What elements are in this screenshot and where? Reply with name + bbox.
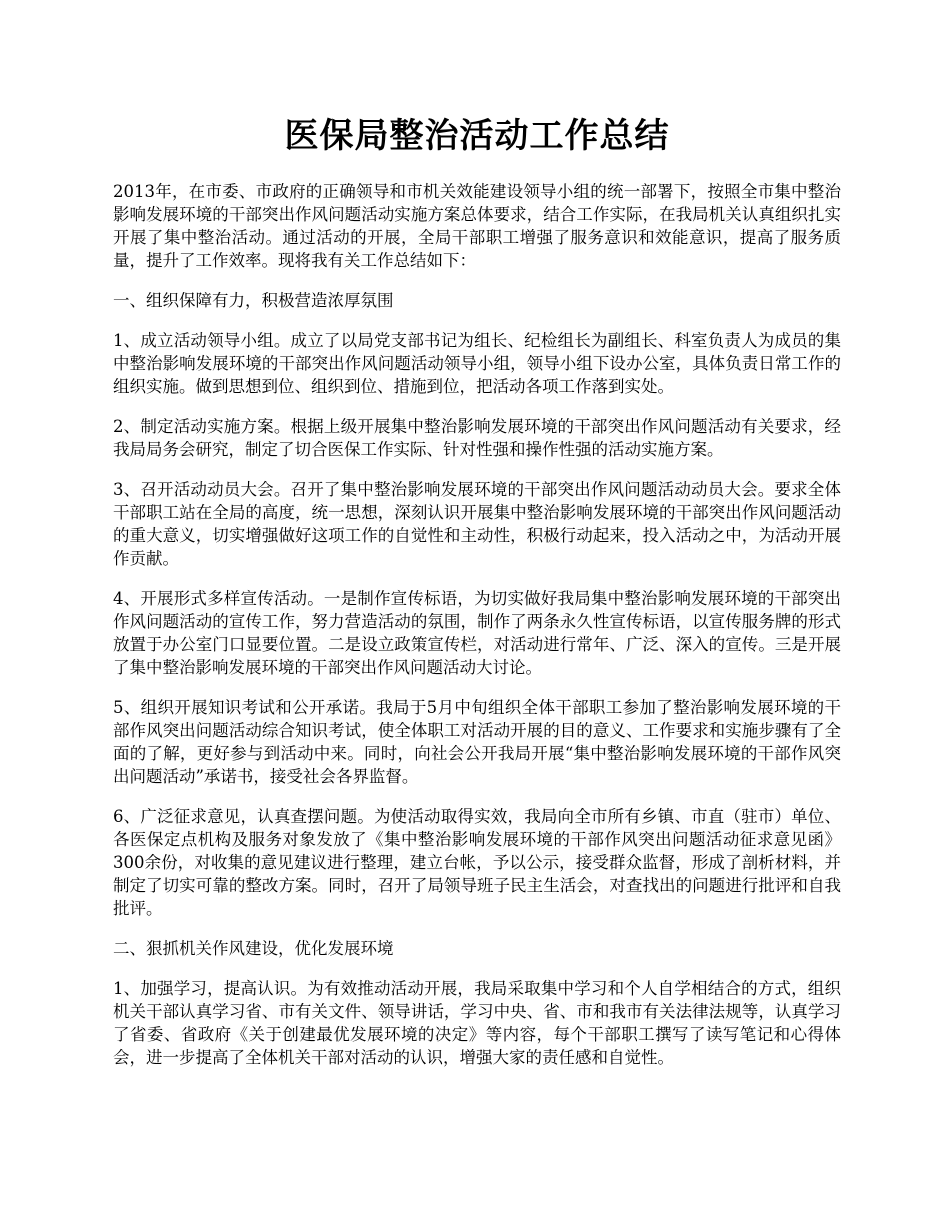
paragraph-2-1: 1、加强学习，提高认识。为有效推动活动开展，我局采取集中学习和个人自学相结合的方式，组织机关干部认真学习省、市有关文件、领导讲话，学习中央、省、市和我市有关法律法规等，认真学习了省委、省政府《关于创建最优发展环境的决定》等内容，每个干部职工撰写了读写笔记和心得体会，进一步提高了全体机关干部对活动的认识，增强大家的责任感和自觉性。 xyxy=(113,979,841,1067)
paragraph-1-2: 2、制定活动实施方案。根据上级开展集中整治影响发展环境的干部突出作风问题活动有关要求，经我局局务会研究，制定了切合医保工作实际、针对性强和操作性强的活动实施方案。 xyxy=(113,417,841,459)
document-page xyxy=(113,112,841,1086)
paragraph-1-1: 1、成立活动领导小组。成立了以局党支部书记为组长、纪检组长为副组长、科室负责人为成员的集中整治影响发展环境的干部突出作风问题活动领导小组，领导小组下设办公室，具体负责日常工作的组织实施。做到思想到位、组织到位、措施到位，把活动各项工作落到实处。 xyxy=(113,331,841,396)
paragraph-1-6: 6、广泛征求意见，认真查摆问题。为使活动取得实效，我局向全市所有乡镇、市直（驻市）单位、各医保定点机构及服务对象发放了《集中整治影响发展环境的干部作风突出问题活动征求意见函》300余份，对收集的意见建议进行整理，建立台帐，予以公示，接受群众监督，形成了剖析材料，并制定了切实可靠的整改方案。同时，召开了局领导班子民主生活会，对查找出的问题进行批评和自我批评。 xyxy=(113,807,841,918)
document-title: 医保局整治活动工作总结 xyxy=(284,116,670,156)
paragraph-1-4: 4、开展形式多样宣传活动。一是制作宣传标语，为切实做好我局集中整治影响发展环境的干部突出作风问题活动的宣传工作，努力营造活动的氛围，制作了两条永久性宣传标语，以宣传服务牌的形式放置于办公室门口显要位置。二是设立政策宣传栏，对活动进行常年、广泛、深入的宣传。三是开展了集中整治影响发展环境的干部突出作风问题活动大讨论。 xyxy=(113,589,841,677)
intro-paragraph: 2013年，在市委、市政府的正确领导和市机关效能建设领导小组的统一部署下，按照全市集中整治影响发展环境的干部突出作风问题活动实施方案总体要求，结合工作实际，在我局机关认真组织扎实开展了集中整治活动。通过活动的开展，全局干部职工增强了服务意识和效能意识，提高了服务质量，提升了工作效率。现将我有关工作总结如下： xyxy=(113,182,841,270)
paragraph-1-5: 5、组织开展知识考试和公开承诺。我局于5月中旬组织全体干部职工参加了整治影响发展环境的干部作风突出问题活动综合知识考试，使全体职工对活动开展的目的意义、工作要求和实施步骤有了全面的了解，更好参与到活动中来。同时，向社会公开我局开展“集中整治影响发展环境的干部作风突出问题活动”承诺书，接受社会各界监督。 xyxy=(113,698,841,786)
section-heading-1: 一、组织保障有力，积极营造浓厚氛围 xyxy=(113,291,394,310)
paragraph-1-3: 3、召开活动动员大会。召开了集中整治影响发展环境的干部突出作风问题活动动员大会。要求全体干部职工站在全局的高度，统一思想，深刻认识开展集中整治影响发展环境的干部突出作风问题活动的重大意义，切实增强做好这项工作的自觉性和主动性，积极行动起来，投入活动之中，为活动开展作贡献。 xyxy=(113,480,841,568)
section-heading-2: 二、狠抓机关作风建设，优化发展环境 xyxy=(113,939,394,958)
